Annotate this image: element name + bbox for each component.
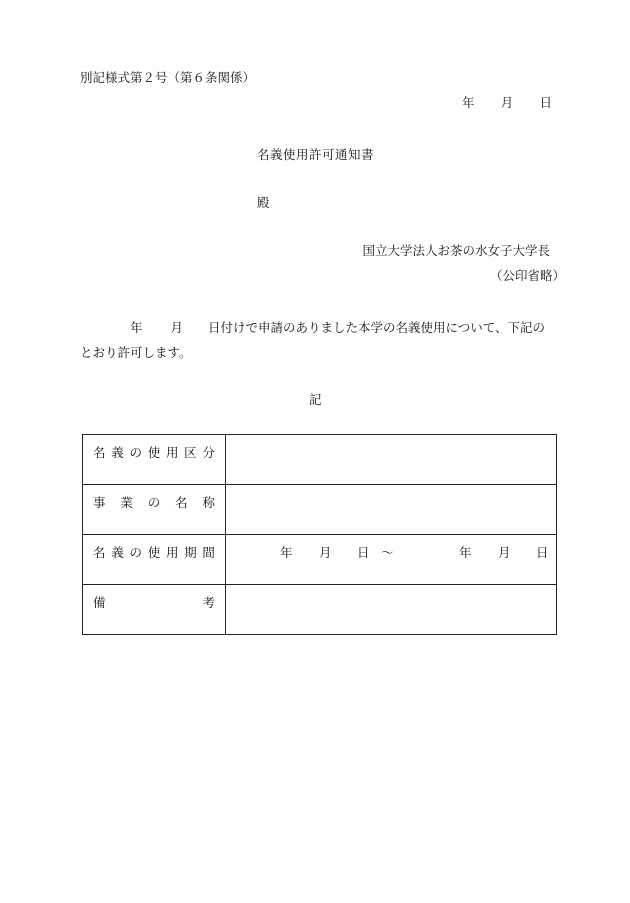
label-cell bbox=[83, 435, 226, 485]
label-cell bbox=[83, 485, 226, 535]
usage-category-label: 名 義 の 使 用 区 分 bbox=[93, 445, 215, 460]
document-title: 名義使用許可通知書 bbox=[257, 147, 375, 162]
period-start-year: 年 bbox=[280, 545, 293, 560]
label-cell bbox=[83, 535, 226, 585]
period-end-day: 日 bbox=[536, 545, 549, 560]
table-row bbox=[83, 585, 557, 635]
date-day-label: 日 bbox=[539, 95, 552, 110]
recipient-honorific: 殿 bbox=[257, 195, 270, 210]
ki-heading: 記 bbox=[309, 392, 322, 407]
table-row bbox=[83, 435, 557, 485]
remarks-label: 備 考 bbox=[93, 595, 215, 610]
date-month-label: 月 bbox=[500, 95, 514, 110]
body-year: 年 bbox=[130, 320, 143, 335]
body-text-line-2: とおり許可します。 bbox=[80, 345, 192, 360]
remarks-value bbox=[226, 585, 557, 635]
period-range bbox=[226, 535, 556, 584]
table-row bbox=[83, 485, 557, 535]
usage-period-value bbox=[226, 535, 557, 585]
period-start-month: 月 bbox=[319, 545, 332, 560]
body-text-line-1 bbox=[80, 318, 552, 336]
seal-omitted-note: （公印省略） bbox=[489, 268, 565, 283]
project-name-value bbox=[226, 485, 557, 535]
period-tilde: ～ bbox=[381, 545, 394, 560]
table-row bbox=[83, 535, 557, 585]
period-end-month: 月 bbox=[498, 545, 511, 560]
issue-date bbox=[462, 93, 552, 111]
label-cell bbox=[83, 585, 226, 635]
date-year-label: 年 bbox=[462, 95, 475, 110]
body-month: 月 bbox=[170, 320, 184, 335]
permit-details-table bbox=[82, 434, 557, 635]
period-end-year: 年 bbox=[459, 545, 472, 560]
project-name-label: 事 業 の 名 称 bbox=[93, 495, 215, 510]
period-start-day: 日 bbox=[357, 545, 370, 560]
issuer-name: 国立大学法人お茶の水女子大学長 bbox=[362, 243, 550, 258]
usage-category-value bbox=[226, 435, 557, 485]
usage-period-label: 名 義 の 使 用 期 間 bbox=[93, 545, 215, 560]
body-day-text: 日付けで申請のありました本学の名義使用について、下記の bbox=[208, 320, 546, 335]
form-number: 別記様式第２号（第６条関係） bbox=[80, 70, 256, 85]
